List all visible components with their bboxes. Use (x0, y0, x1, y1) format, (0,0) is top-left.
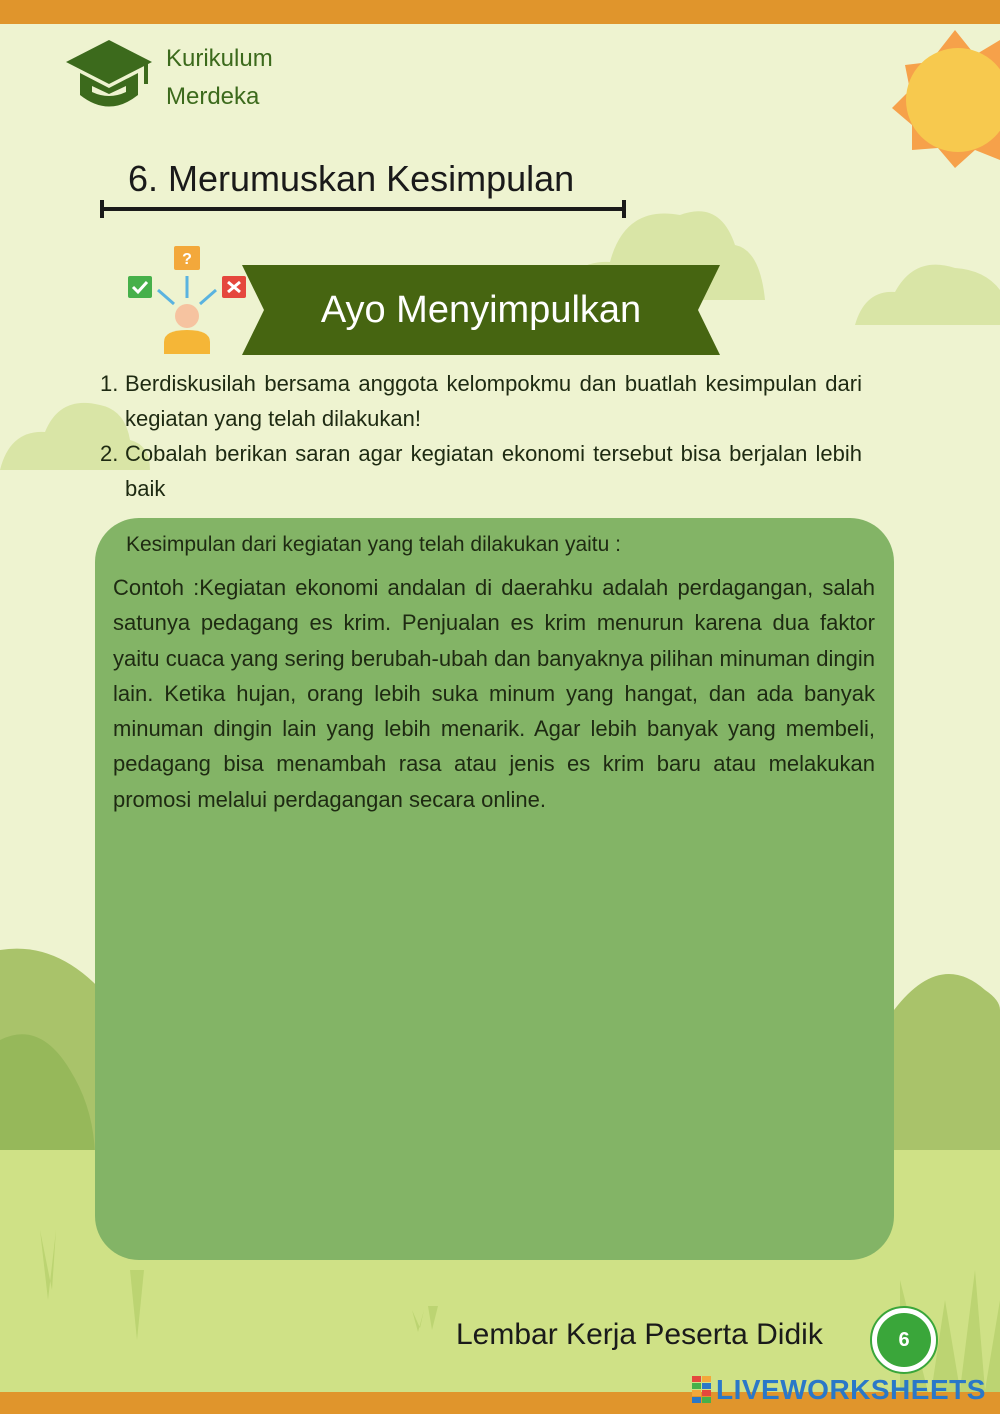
liveworksheets-watermark[interactable] (692, 1374, 986, 1406)
instruction-number: 2. (100, 441, 119, 466)
instruction-text: Cobalah berikan saran agar kegiatan ekonomi tersebut bisa berjalan lebih baik (125, 441, 862, 501)
answer-heading: Kesimpulan dari kegiatan yang telah dilakukan yaitu : (126, 533, 621, 556)
instruction-number: 1. (100, 371, 119, 396)
liveworksheets-logo-icon (692, 1376, 712, 1404)
top-accent-bar (0, 0, 1000, 24)
brand-line-2: Merdeka (166, 83, 260, 110)
sun-illustration (892, 30, 1000, 168)
curriculum-brand (64, 40, 273, 116)
instruction-item (100, 366, 862, 436)
footer-title: Lembar Kerja Peserta Didik (456, 1318, 823, 1351)
instruction-item (100, 436, 862, 506)
banner-label: Ayo Menyimpulkan (320, 288, 642, 331)
svg-text:?: ? (182, 251, 192, 268)
instruction-text: Berdiskusilah bersama anggota kelompokmu dan buatlah kesimpulan dari kegiatan yang telah dilakukan! (125, 371, 862, 431)
section-title: 6. Merumuskan Kesimpulan (128, 158, 575, 199)
graduation-cap-icon (64, 40, 154, 112)
instruction-list (100, 366, 862, 506)
watermark-text: LIVEWORKSHEETS (716, 1374, 986, 1405)
answer-text[interactable]: Contoh :Kegiatan ekonomi andalan di daerahku adalah perdagangan, salah satunya pedagang es krim. Penjualan es krim menurun karena dua faktor yaitu cuaca yang sering berubah-ubah dan banyaknya pilihan minuman dingin lain. Ketika hujan, orang lebih suka minum yang hangat, dan ada banyak minuman dingin lain yang lebih menarik. Agar lebih banyak yang membeli, pedagang bisa menambah rasa atau jenis es krim baru atau melakukan promosi melalui perdagangan secara online. (113, 575, 875, 812)
brand-text (166, 40, 273, 116)
page-number: 6 (898, 1328, 910, 1351)
thinking-person-icon (122, 242, 252, 354)
brand-line-1: Kurikulum (166, 45, 273, 72)
title-underline (100, 200, 626, 218)
